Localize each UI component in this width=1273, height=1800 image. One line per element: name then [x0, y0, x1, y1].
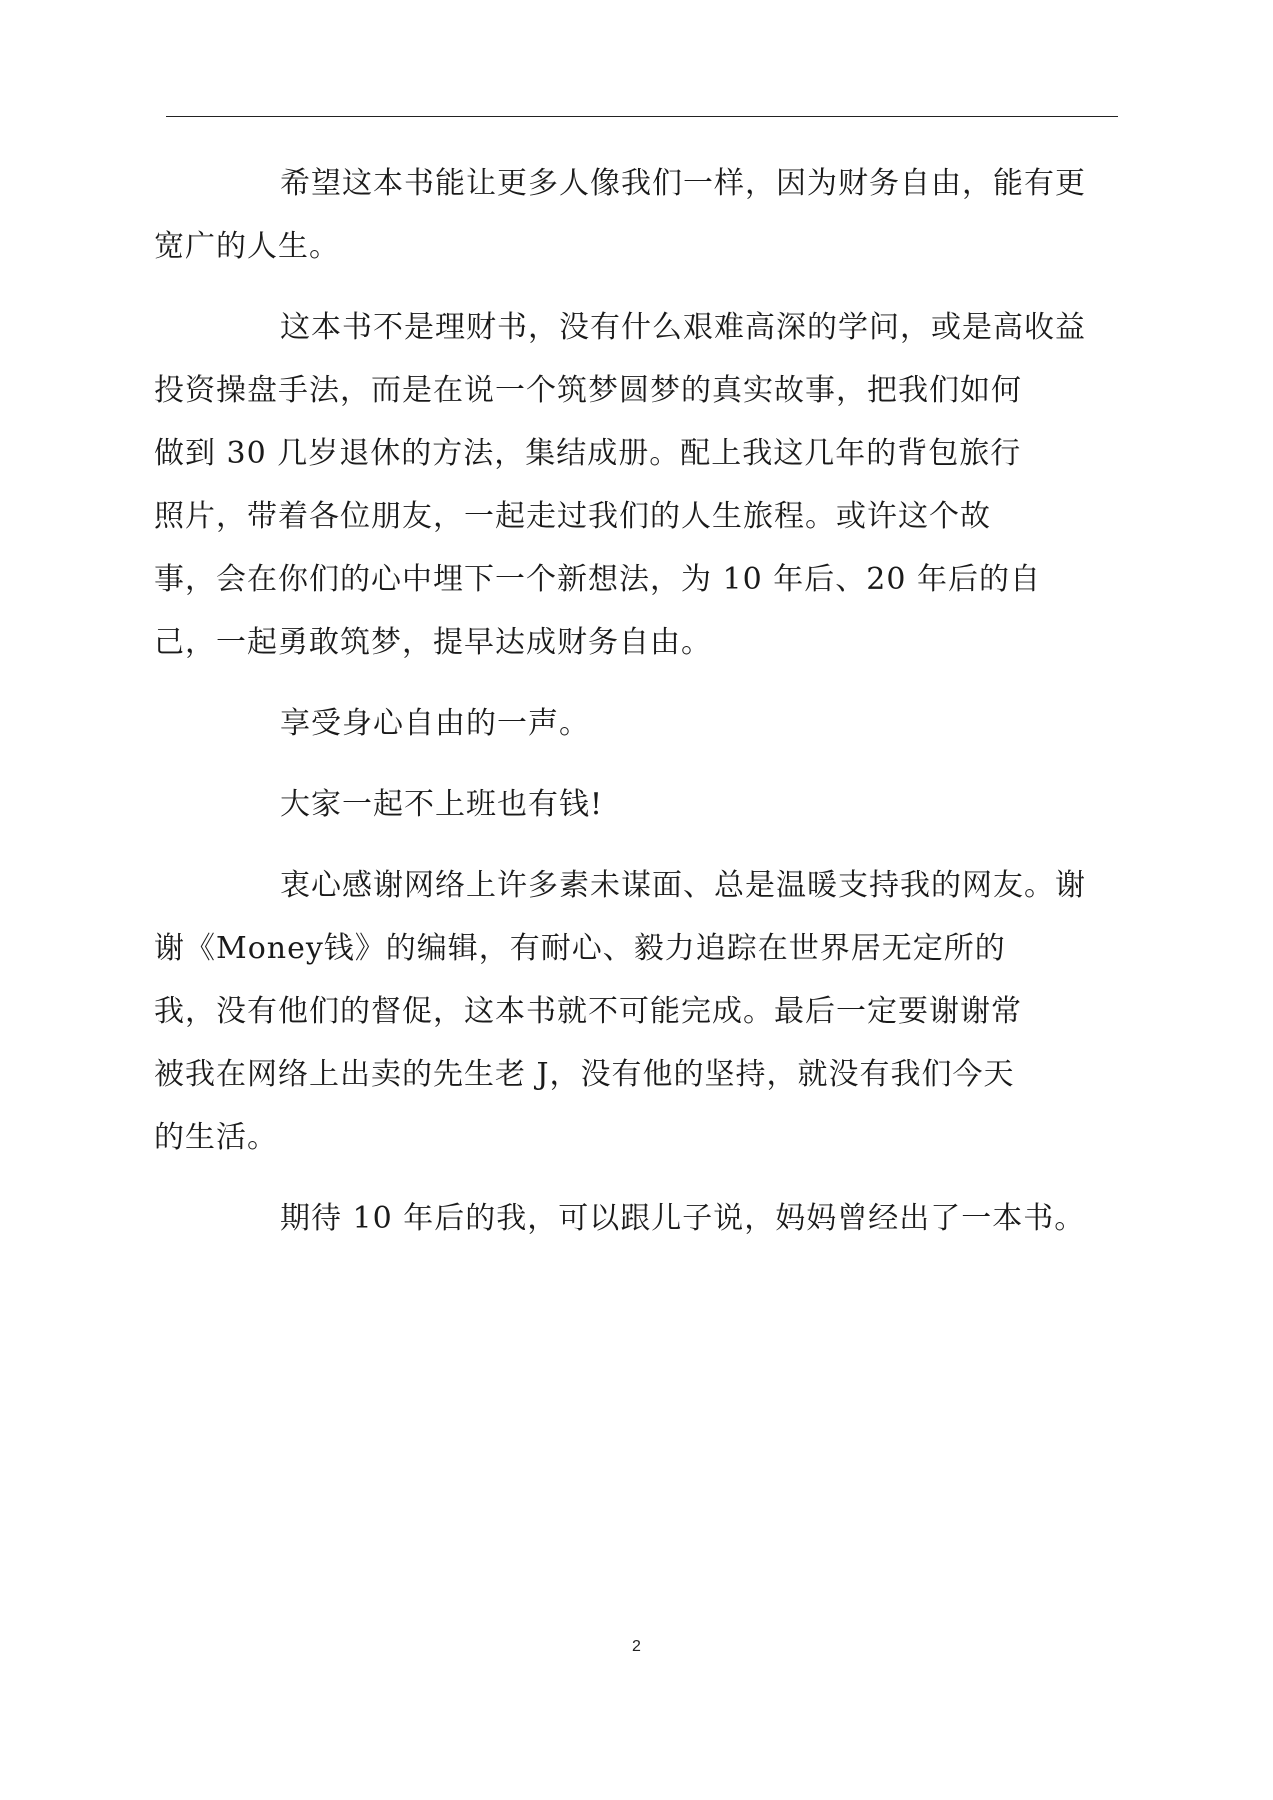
text-line: 做到 30 几岁退休的方法，集结成册。配上我这几年的背包旅行	[154, 436, 1022, 471]
text-line: 的生活。	[154, 1120, 278, 1155]
text-line: 照片，带着各位朋友，一起走过我们的人生旅程。或许这个故	[154, 499, 991, 534]
paragraph-2	[154, 296, 1117, 674]
text-line: 己，一起勇敢筑梦，提早达成财务自由。	[154, 625, 712, 660]
body-text	[154, 152, 1117, 1268]
text-line: 大家一起不上班也有钱!	[280, 787, 604, 822]
text-line: 期待 10 年后的我，可以跟儿子说，妈妈曾经出了一本书。	[280, 1201, 1086, 1236]
text-line: 谢《Money钱》的编辑，有耐心、毅力追踪在世界居无定所的	[154, 931, 1006, 966]
paragraph-4	[217, 773, 1117, 836]
text-line: 宽广的人生。	[154, 229, 340, 264]
text-line: 事，会在你们的心中埋下一个新想法，为 10 年后、20 年后的自	[154, 562, 1041, 597]
page-number: 2	[632, 1638, 641, 1655]
header-rule	[166, 116, 1118, 117]
text-line: 被我在网络上出卖的先生老 J，没有他的坚持，就没有我们今天	[154, 1057, 1015, 1092]
text-line: 享受身心自由的一声。	[280, 706, 590, 741]
paragraph-1	[154, 152, 1117, 278]
paragraph-5	[154, 854, 1117, 1169]
text-line: 希望这本书能让更多人像我们一样，因为财务自由，能有更	[280, 166, 1086, 201]
paragraph-6	[217, 1187, 1117, 1250]
text-line: 投资操盘手法，而是在说一个筑梦圆梦的真实故事，把我们如何	[154, 373, 1022, 408]
paragraph-3	[217, 692, 1117, 755]
text-line: 我，没有他们的督促，这本书就不可能完成。最后一定要谢谢常	[154, 994, 1022, 1029]
text-line: 衷心感谢网络上许多素未谋面、总是温暖支持我的网友。谢	[280, 868, 1086, 903]
text-line: 这本书不是理财书，没有什么艰难高深的学问，或是高收益	[280, 310, 1086, 345]
